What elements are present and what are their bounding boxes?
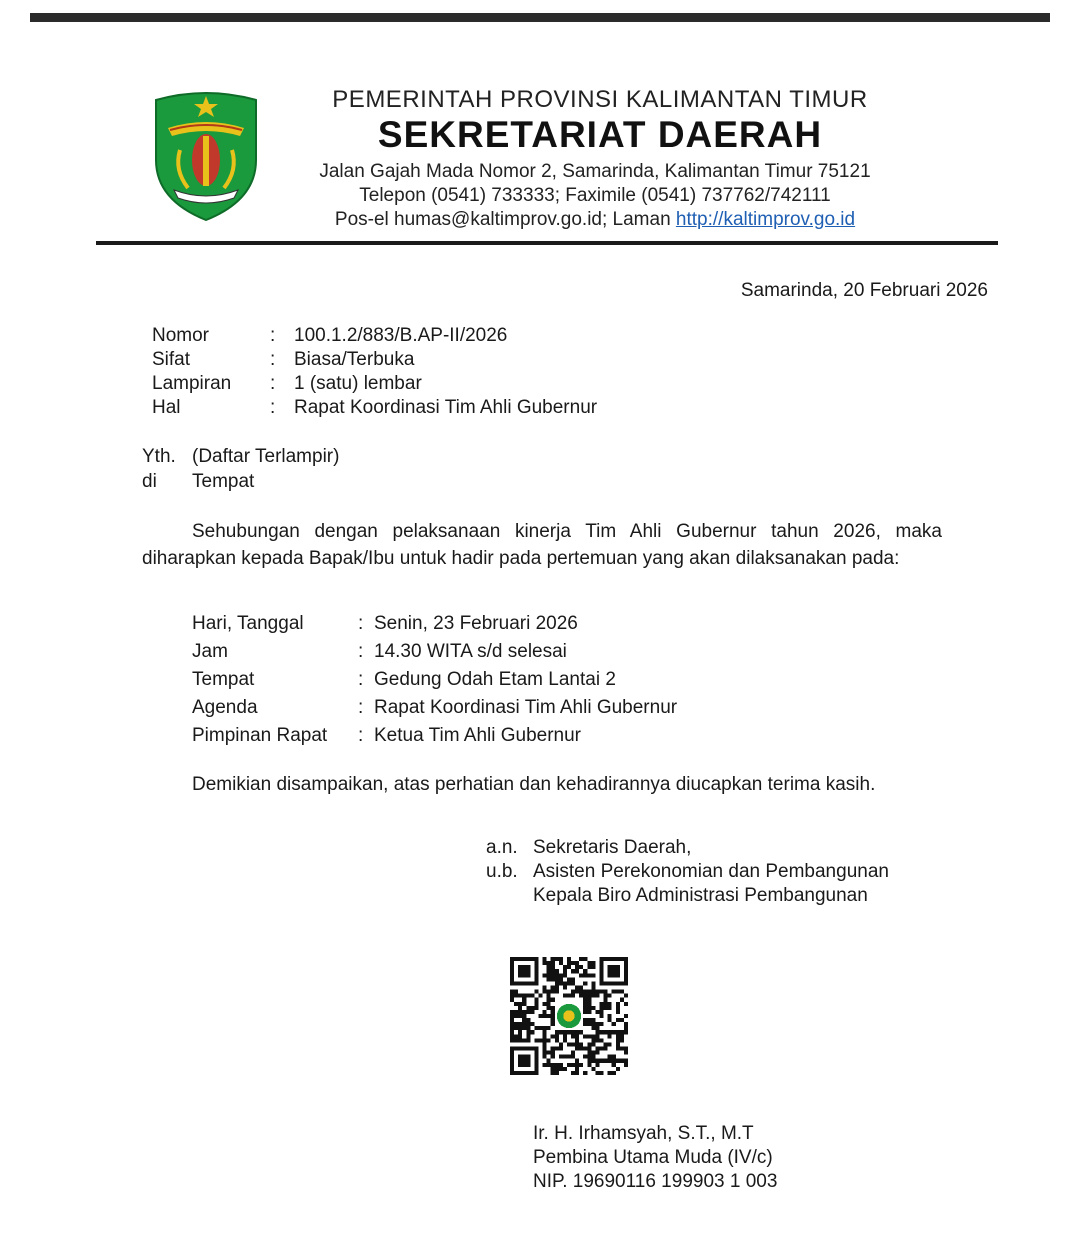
qr-code-icon[interactable] xyxy=(510,957,628,1075)
event-colon: : xyxy=(358,697,364,718)
signature-prefix: a.n. xyxy=(486,837,518,858)
meta-value: Rapat Koordinasi Tim Ahli Gubernur xyxy=(294,397,598,418)
signature-text: Kepala Biro Administrasi Pembangunan xyxy=(533,885,868,906)
office-phone: Telepon (0541) 733333; Faximile (0541) 737762/742111 xyxy=(359,185,831,206)
meta-colon: : xyxy=(270,349,276,370)
meta-colon: : xyxy=(270,373,276,394)
event-label: Pimpinan Rapat xyxy=(192,725,328,746)
event-colon: : xyxy=(358,725,364,746)
signer-rank: Pembina Utama Muda (IV/c) xyxy=(533,1147,773,1168)
event-colon: : xyxy=(358,613,364,634)
event-value: Ketua Tim Ahli Gubernur xyxy=(374,725,581,746)
meta-row-hal xyxy=(152,396,597,420)
event-row-time xyxy=(192,638,677,666)
signature-prefix xyxy=(486,884,533,908)
event-label: Agenda xyxy=(192,697,258,718)
meta-label: Lampiran xyxy=(152,373,232,394)
event-label: Tempat xyxy=(192,669,255,690)
meta-row-lampiran xyxy=(152,372,597,396)
letter-meta-table xyxy=(152,324,597,420)
event-row-chair xyxy=(192,722,677,750)
office-contact xyxy=(270,209,920,231)
event-colon: : xyxy=(358,641,364,662)
letter-date: Samarinda, 20 Februari 2026 xyxy=(740,280,988,301)
recipient-block xyxy=(142,444,339,494)
event-value: 14.30 WITA s/d selesai xyxy=(374,641,567,662)
meta-colon: : xyxy=(270,397,276,418)
office-name: SEKRETARIAT DAERAH xyxy=(377,114,823,155)
event-details-table xyxy=(192,610,677,750)
recipient-text: (Daftar Terlampir) xyxy=(192,446,340,467)
office-address: Jalan Gajah Mada Nomor 2, Samarinda, Kalimantan Timur 75121 xyxy=(319,161,871,182)
event-row-place xyxy=(192,666,677,694)
provincial-coat-of-arms-icon xyxy=(150,90,262,224)
meta-label: Hal xyxy=(152,397,181,418)
event-value: Rapat Koordinasi Tim Ahli Gubernur xyxy=(374,697,678,718)
event-label: Jam xyxy=(192,641,228,662)
meta-label: Nomor xyxy=(152,325,210,346)
top-border-bar xyxy=(30,13,1050,22)
meta-colon: : xyxy=(270,325,276,346)
meta-row-nomor xyxy=(152,324,597,348)
event-label: Hari, Tanggal xyxy=(192,613,304,634)
meta-value: 100.1.2/883/B.AP-II/2026 xyxy=(294,325,508,346)
recipient-row xyxy=(142,469,339,494)
signature-prefix: u.b. xyxy=(486,861,518,882)
recipient-prefix: di xyxy=(142,471,157,492)
body-paragraph: Sehubungan dengan pelaksanaan kinerja Tim Ahli Gubernur tahun 2026, maka diharapkan kepada Bapak/Ibu untuk hadir pada pertemuan yang akan dilaksanakan pada: xyxy=(142,521,942,569)
event-row-agenda xyxy=(192,694,677,722)
recipient-prefix: Yth. xyxy=(142,446,176,467)
signature-block xyxy=(486,836,889,908)
signature-row xyxy=(486,836,889,860)
closing-sentence: Demikian disampaikan, atas perhatian dan kehadirannya diucapkan terima kasih. xyxy=(192,774,876,795)
event-row-date xyxy=(192,610,677,638)
meta-value: Biasa/Terbuka xyxy=(294,349,415,370)
government-name: PEMERINTAH PROVINSI KALIMANTAN TIMUR xyxy=(332,86,868,113)
event-colon: : xyxy=(358,669,364,690)
meta-value: 1 (satu) lembar xyxy=(294,373,422,394)
signature-row xyxy=(486,860,889,884)
website-link[interactable]: http://kaltimprov.go.id xyxy=(675,209,856,230)
email-text: Pos-el humas@kaltimprov.go.id; Laman xyxy=(334,209,676,230)
signer-info xyxy=(533,1122,777,1194)
signature-row xyxy=(486,884,889,908)
event-value: Gedung Odah Etam Lantai 2 xyxy=(374,669,616,690)
meta-row-sifat xyxy=(152,348,597,372)
signer-nip: NIP. 19690116 199903 1 003 xyxy=(533,1171,778,1192)
event-value: Senin, 23 Februari 2026 xyxy=(374,613,578,634)
signature-text: Sekretaris Daerah, xyxy=(533,837,692,858)
signer-name: Ir. H. Irhamsyah, S.T., M.T xyxy=(533,1123,754,1144)
meta-label: Sifat xyxy=(152,349,191,370)
letterhead-rule xyxy=(96,241,998,245)
recipient-row xyxy=(142,444,339,469)
recipient-text: Tempat xyxy=(192,471,255,492)
signature-text: Asisten Perekonomian dan Pembangunan xyxy=(533,861,889,882)
